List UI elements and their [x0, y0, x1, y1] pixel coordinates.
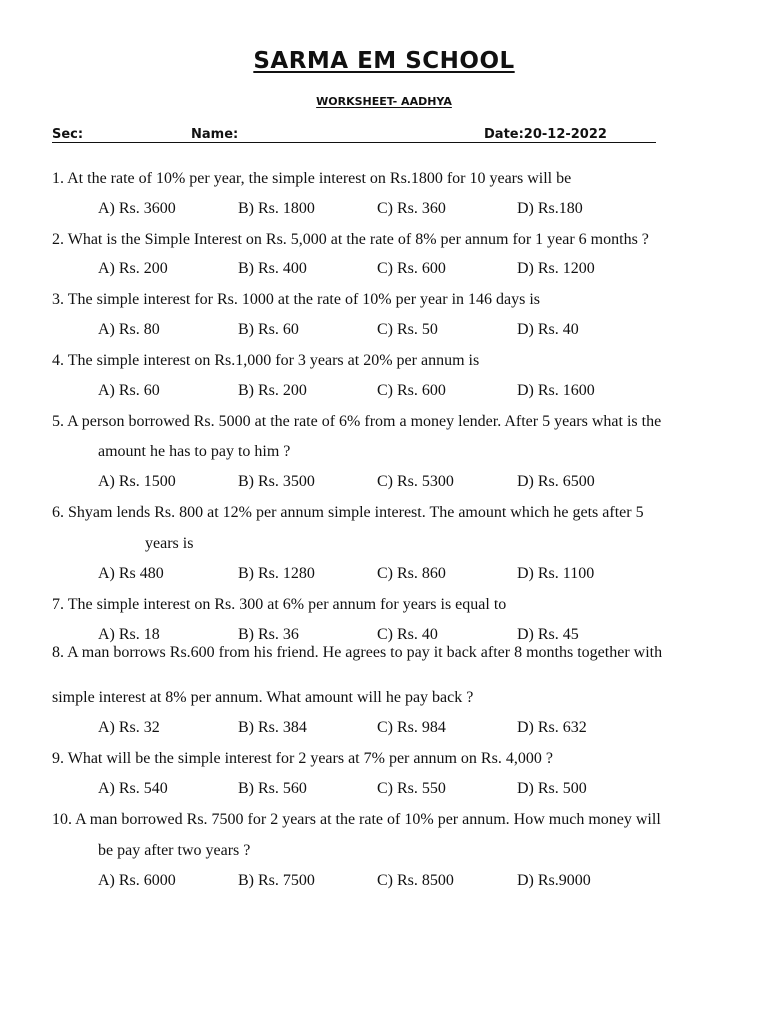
q1-option-b: B) Rs. 1800	[238, 200, 315, 217]
name-label: Name:	[191, 127, 239, 142]
worksheet-title: WORKSHEET- AADHYA	[316, 95, 452, 108]
q10-option-d: D) Rs.9000	[517, 872, 591, 889]
q4-option-c: C) Rs. 600	[377, 382, 446, 399]
q10-option-b: B) Rs. 7500	[238, 872, 315, 889]
q1-option-d: D) Rs.180	[517, 200, 583, 217]
question-4-text: 4. The simple interest on Rs.1,000 for 3 years at 20% per annum is	[52, 352, 480, 369]
q6-option-a: A) Rs 480	[98, 565, 164, 582]
q8-option-a: A) Rs. 32	[98, 719, 160, 736]
q2-option-a: A) Rs. 200	[98, 260, 168, 277]
question-9-text: 9. What will be the simple interest for 2 years at 7% per annum on Rs. 4,000 ?	[52, 750, 553, 767]
school-name: SARMA EM SCHOOL	[253, 48, 515, 74]
q6-option-d: D) Rs. 1100	[517, 565, 595, 582]
q2-option-b: B) Rs. 400	[238, 260, 307, 277]
question-3-text: 3. The simple interest for Rs. 1000 at the rate of 10% per year in 146 days is	[52, 291, 541, 308]
question-2-text: 2. What is the Simple Interest on Rs. 5,000 at the rate of 8% per annum for 1 year 6 months ?	[52, 231, 649, 248]
q5-option-b: B) Rs. 3500	[238, 473, 315, 490]
question-6-text: 6. Shyam lends Rs. 800 at 12% per annum simple interest. The amount which he gets after 5	[52, 504, 644, 521]
q2-option-d: D) Rs. 1200	[517, 260, 595, 277]
q8-option-d: D) Rs. 632	[517, 719, 587, 736]
q7-option-d: D) Rs. 45	[517, 626, 579, 643]
q9-option-d: D) Rs. 500	[517, 780, 587, 797]
question-1-text: 1. At the rate of 10% per year, the simple interest on Rs.1800 for 10 years will be	[52, 170, 572, 187]
q3-option-d: D) Rs. 40	[517, 321, 579, 338]
q7-option-a: A) Rs. 18	[98, 626, 160, 643]
q3-option-c: C) Rs. 50	[377, 321, 438, 338]
question-10-text-cont: be pay after two years ?	[98, 842, 251, 859]
question-8-text-cont: simple interest at 8% per annum. What amount will he pay back ?	[52, 689, 474, 706]
q2-option-c: C) Rs. 600	[377, 260, 446, 277]
q9-option-c: C) Rs. 550	[377, 780, 446, 797]
q4-option-b: B) Rs. 200	[238, 382, 307, 399]
q8-option-b: B) Rs. 384	[238, 719, 307, 736]
q5-option-d: D) Rs. 6500	[517, 473, 595, 490]
q9-option-a: A) Rs. 540	[98, 780, 168, 797]
question-7-text: 7. The simple interest on Rs. 300 at 6% per annum for years is equal to	[52, 596, 507, 613]
q4-option-a: A) Rs. 60	[98, 382, 160, 399]
header-underline	[52, 142, 656, 143]
q7-option-c: C) Rs. 40	[377, 626, 438, 643]
q7-option-b: B) Rs. 36	[238, 626, 299, 643]
question-5-text: 5. A person borrowed Rs. 5000 at the rate of 6% from a money lender. After 5 years what is the	[52, 413, 662, 430]
q5-option-a: A) Rs. 1500	[98, 473, 176, 490]
q10-option-a: A) Rs. 6000	[98, 872, 176, 889]
q9-option-b: B) Rs. 560	[238, 780, 307, 797]
q1-option-a: A) Rs. 3600	[98, 200, 176, 217]
q6-option-b: B) Rs. 1280	[238, 565, 315, 582]
date-label: Date:20-12-2022	[484, 127, 607, 142]
question-10-text: 10. A man borrowed Rs. 7500 for 2 years at the rate of 10% per annum. How much money will	[52, 811, 661, 828]
question-8-text: 8. A man borrows Rs.600 from his friend. He agrees to pay it back after 8 months together with	[52, 644, 663, 661]
q5-option-c: C) Rs. 5300	[377, 473, 454, 490]
question-5-text-cont: amount he has to pay to him ?	[98, 443, 291, 460]
question-6-text-cont: years is	[145, 535, 194, 552]
q1-option-c: C) Rs. 360	[377, 200, 446, 217]
q3-option-a: A) Rs. 80	[98, 321, 160, 338]
q10-option-c: C) Rs. 8500	[377, 872, 454, 889]
sec-label: Sec:	[52, 127, 84, 142]
q8-option-c: C) Rs. 984	[377, 719, 446, 736]
q6-option-c: C) Rs. 860	[377, 565, 446, 582]
q3-option-b: B) Rs. 60	[238, 321, 299, 338]
q4-option-d: D) Rs. 1600	[517, 382, 595, 399]
